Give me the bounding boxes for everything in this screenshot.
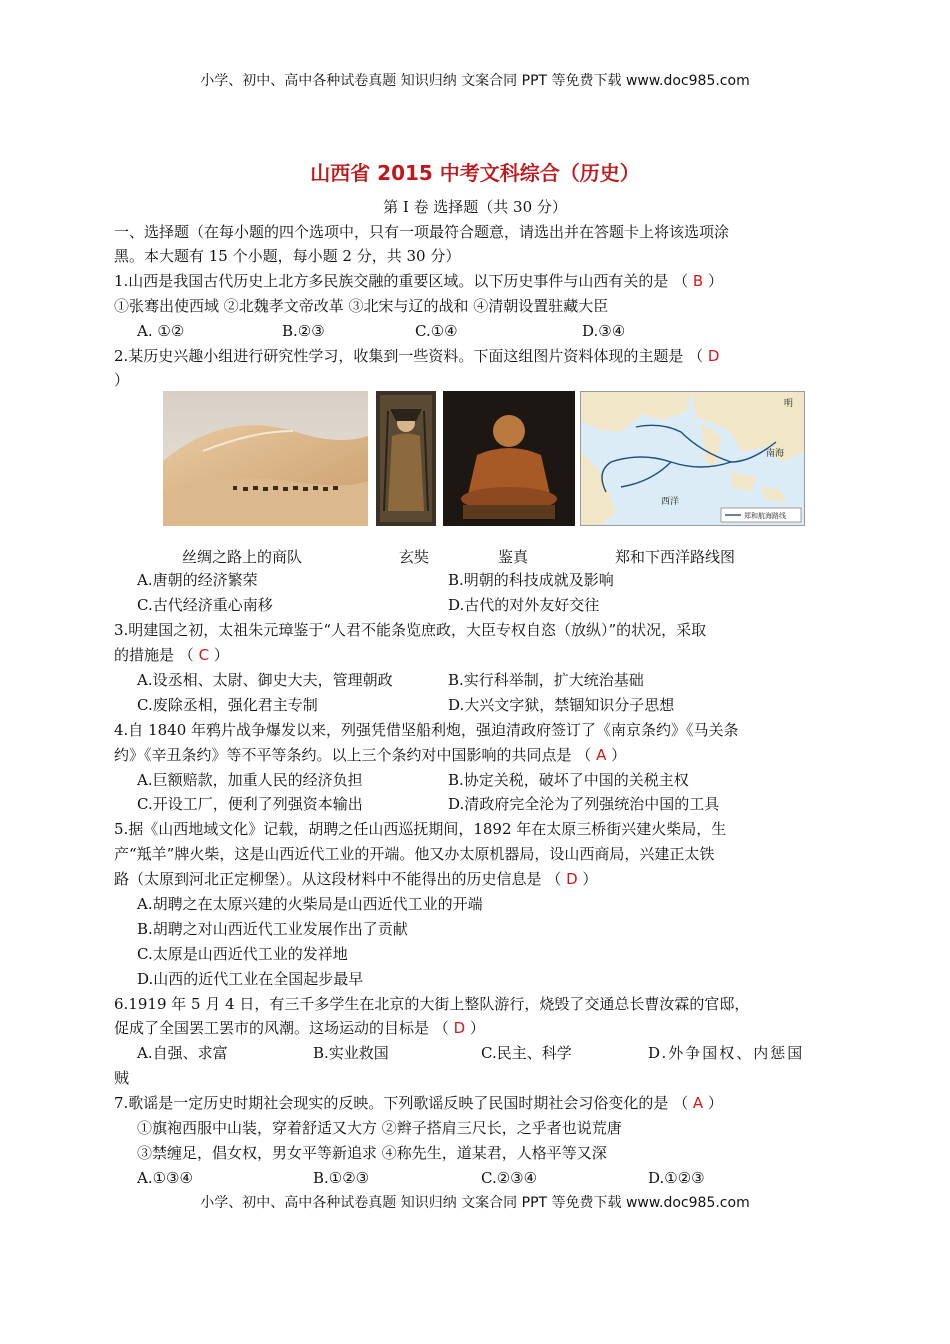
q6-answer: D (453, 1019, 466, 1037)
q3-stem: 3.明建国之初，太祖朱元璋鉴于“人君不能条览庶政，大臣专权自恣（放纵）”的状况，采取 (114, 621, 707, 639)
q2-close: ） (114, 371, 130, 389)
q5-option-c: C.太原是山西近代工业的发祥地 (137, 945, 348, 963)
q6-close: ） (469, 1019, 485, 1037)
q7-stem (114, 1093, 723, 1113)
q2-option-a: A.唐朝的经济繁荣 (137, 571, 258, 589)
page-title: 山西省 2015 中考文科综合（历史） (310, 161, 640, 185)
zheng-he-voyage-map (580, 391, 805, 526)
instructions-line-1: 一、选择题（在每小题的四个选项中，只有一项最符合题意，请选出并在答题卡上将该选项涂 (114, 223, 730, 241)
q3-option-c: C.废除丞相，强化君主专制 (137, 696, 318, 714)
q6-stem-text: 促成了全国罢工罢市的风潮。这场运动的目标是 （ (114, 1019, 449, 1037)
q6-stem: 6.1919 年 5 月 4 日，有三千多学生在北京的大街上整队游行，烧毁了交通总长曹汝霖的官邸， (114, 995, 750, 1013)
q4-stem-cont (114, 745, 626, 765)
q5-stem-2: 产“羝羊”牌火柴，这是山西近代工业的开端。他又办太原机器局，设山西商局，兴建正太铁 (114, 845, 715, 863)
q6-option-c: C.民主、科学 (481, 1044, 572, 1062)
q4-option-d: D.清政府完全沦为了列强统治中国的工具 (448, 795, 720, 813)
q5-answer: D (566, 870, 578, 888)
q7-option-c: C.②③④ (481, 1169, 538, 1187)
q6-option-d-wrap: 贼 (114, 1069, 130, 1087)
q3-option-a: A.设丞相、太尉、御史大夫，管理朝政 (137, 671, 393, 689)
q2-stem (114, 346, 719, 366)
q3-stem-cont (114, 645, 229, 665)
xuanzang-portrait (376, 391, 436, 526)
q7-close: ） (707, 1094, 723, 1112)
q4-option-c: C.开设工厂，便利了列强资本输出 (137, 795, 363, 813)
caption-jianzhen: 鉴真 (498, 548, 529, 566)
q4-stem: 4.自 1840 年鸦片战争爆发以来，列强凭借坚船利炮，强迫清政府签订了《南京条约》《马关条 (114, 721, 739, 739)
q2-stem-text: 2.某历史兴趣小组进行研究性学习，收集到一些资料。下面这组图片资料体现的主题是 （ (114, 347, 704, 365)
q1-items: ①张骞出使西域 ②北魏孝文帝改革 ③北宋与辽的战和 ④清朝设置驻藏大臣 (114, 297, 609, 315)
q3-option-d: D.大兴文字狱，禁锢知识分子思想 (448, 696, 675, 714)
jianzhen-statue-photo (443, 391, 575, 526)
q4-option-b: B.协定关税，破坏了中国的关税主权 (448, 771, 689, 789)
q5-option-a: A.胡聘之在太原兴建的火柴局是山西近代工业的开端 (137, 895, 483, 913)
q6-stem-cont (114, 1018, 485, 1038)
q5-option-b: B.胡聘之对山西近代工业发展作出了贡献 (137, 920, 408, 938)
caption-xuanzang: 玄奘 (399, 548, 430, 566)
footer-banner: 小学、初中、高中各种试卷真题 知识归纳 文案合同 PPT 等免费下载 www.doc985.com (200, 1195, 750, 1211)
map-label-xiyang: 西洋 (661, 497, 680, 507)
q1-close: ） (707, 272, 723, 290)
q4-option-a: A.巨额赔款，加重人民的经济负担 (137, 771, 363, 789)
q2-option-d: D.古代的对外友好交往 (448, 596, 600, 614)
q7-option-b: B.①②③ (313, 1169, 370, 1187)
q6-option-b: B.实业救国 (313, 1044, 389, 1062)
q3-answer: C (198, 646, 210, 664)
q6-option-a: A.自强、求富 (137, 1044, 228, 1062)
q2-option-c: C.古代经济重心南移 (137, 596, 273, 614)
q1-option-b: B.②③ (282, 322, 325, 340)
q1-option-c: C.①④ (415, 322, 458, 340)
q4-answer: A (596, 746, 607, 764)
q1-stem-text: 1.山西是我国古代历史上北方多民族交融的重要区域。以下历史事件与山西有关的是 （ (114, 272, 689, 290)
map-label-ming: 明 (784, 399, 794, 409)
q7-stem-text: 7.歌谣是一定历史时期社会现实的反映。下列歌谣反映了民国时期社会习俗变化的是 （ (114, 1094, 689, 1112)
q2-option-b: B.明朝的科技成就及影响 (448, 571, 614, 589)
q1-answer: B (692, 272, 704, 290)
silk-road-caravan-photo (163, 391, 368, 526)
q3-close: ） (213, 646, 229, 664)
section-subtitle: 第 I 卷 选择题（共 30 分） (383, 198, 567, 216)
q7-option-a: A.①③④ (137, 1169, 193, 1187)
q5-close: ） (582, 870, 598, 888)
map-legend-label: 郑和航海路线 (744, 512, 786, 520)
q4-stem-text: 约》《辛丑条约》等不平等条约。以上三个条约对中国影响的共同点是 （ (114, 746, 592, 764)
map-label-nanhai: 南海 (766, 449, 785, 459)
q5-stem-text: 路（太原到河北正定柳堡）。从这段材料中不能得出的历史信息是 （ (114, 870, 562, 888)
caption-zheng-he-map: 郑和下西洋路线图 (615, 548, 736, 566)
q6-option-d: D.外争国权、内惩国 (648, 1044, 805, 1062)
q1-option-a: A. ①② (137, 322, 185, 340)
q7-items-1: ①旗袍西服中山装，穿着舒适又大方 ②辫子搭肩三尺长，之乎者也说荒唐 (137, 1119, 622, 1137)
q1-option-d: D.③④ (582, 322, 626, 340)
q5-stem: 5.据《山西地域文化》记载，胡聘之任山西巡抚期间，1892 年在太原三桥街兴建火柴局，生 (114, 820, 727, 838)
q7-items-2: ③禁缠足，倡女权，男女平等新追求 ④称先生，道某君，人格平等又深 (137, 1144, 607, 1162)
header-banner: 小学、初中、高中各种试卷真题 知识归纳 文案合同 PPT 等免费下载 www.doc985.com (200, 73, 750, 89)
q4-close: ） (611, 746, 627, 764)
q3-option-b: B.实行科举制，扩大统治基础 (448, 671, 644, 689)
instructions-line-2: 黑。本大题有 15 个小题，每小题 2 分，共 30 分） (114, 247, 461, 265)
q1-stem (114, 271, 723, 291)
q7-option-d: D.①②③ (648, 1169, 705, 1187)
q5-option-d: D.山西的近代工业在全国起步最早 (137, 970, 364, 988)
q3-stem-text: 的措施是 （ (114, 646, 194, 664)
q5-stem-3 (114, 869, 597, 889)
q7-answer: A (692, 1094, 704, 1112)
caption-caravan: 丝绸之路上的商队 (182, 548, 303, 566)
q2-answer: D (707, 347, 720, 365)
